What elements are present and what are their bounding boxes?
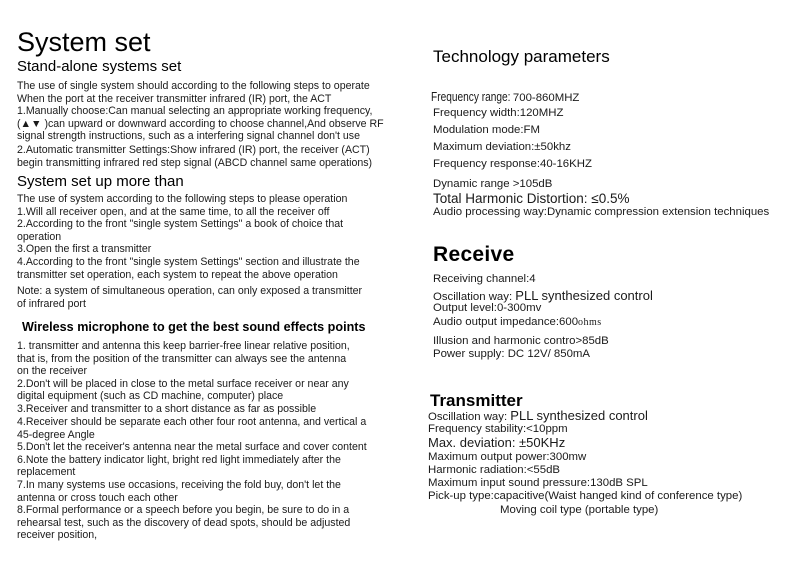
text-line: 45-degree Angle: [17, 428, 95, 441]
standalone-heading: Stand-alone systems set: [17, 58, 182, 75]
text-line: 2.According to the front "single system Settings" a book of choice that: [17, 218, 344, 231]
text-line: Note: a system of simultaneous operation, can only exposed a transmitter: [17, 285, 363, 297]
text-line: When the port at the receiver transmitter infrared (IR) port, the ACT: [17, 92, 332, 105]
standalone-text: [17, 80, 384, 143]
page-title: System set: [17, 27, 151, 57]
text-line: of infrared port: [17, 297, 86, 310]
impedance-unit: ohms: [578, 317, 602, 328]
note-text: [17, 285, 362, 310]
text-line: 8.Formal performance or a speech before you begin, be sure to do in a: [17, 504, 350, 517]
transmitter-heading: Transmitter: [430, 391, 523, 410]
text-line: 4.Receiver should be separate each other four root antenna, and vertical a: [17, 416, 367, 428]
freq-range-label: Frequency range:: [431, 89, 511, 104]
freq-stability: Frequency stability:<10ppm: [428, 423, 568, 435]
text-line: that is, from the position of the transmitter can always see the antenna: [17, 352, 347, 365]
impedance-label: Audio output impedance:600: [433, 316, 579, 328]
text-line: 4.According to the front "single system Settings" section and illustrate the: [17, 255, 360, 268]
text-line: 2.Automatic transmitter Settings:Show infrared (IR) port, the receiver (ACT): [17, 144, 370, 156]
wireless-text-a: [17, 340, 350, 416]
osc-value: PLL synthesized control: [515, 288, 653, 303]
harmonic-radiation: Harmonic radiation:<55dB: [428, 464, 561, 476]
text-line: on the receiver: [17, 365, 88, 378]
osc-label: Oscillation way:: [433, 291, 516, 303]
text-line: digital equipment (such as CD machine, computer) place: [17, 390, 284, 403]
text-line: 6.Note the battery indicator light, bright red light immediately after the: [17, 453, 341, 466]
text-line: 3.Open the first a transmitter: [17, 243, 152, 256]
text-line: The use of system according to the following steps to please operation: [17, 193, 348, 205]
max-output-power: Maximum output power:300mw: [428, 451, 587, 463]
dynamic-range: Dynamic range >105dB: [433, 178, 553, 190]
pickup-type: Pick-up type:capacitive(Waist hanged kind of conference type): [428, 490, 743, 502]
moving-coil-type: Moving coil type (portable type): [500, 504, 659, 516]
auto-settings-text: [17, 144, 372, 169]
text-line: receiver position,: [17, 529, 98, 542]
text-line: 1. transmitter and antenna this keep barrier-free linear relative position,: [17, 340, 350, 352]
text-line: 5.Don't let the receiver's antenna near the metal surface and cover content: [17, 441, 367, 454]
transmitter-oscillation: [428, 408, 648, 423]
output-level: Output level:0-300mv: [433, 302, 542, 314]
osc-value: PLL synthesized control: [510, 408, 648, 423]
max-sound-pressure: Maximum input sound pressure:130dB SPL: [428, 477, 648, 489]
freq-width: Frequency width:120MHZ: [433, 107, 564, 119]
max-deviation: Maximum deviation:±50khz: [433, 141, 571, 153]
output-impedance: [433, 316, 602, 328]
text-line: signal strength instructions, such as a interfering signal channel don't use: [17, 130, 360, 143]
text-line: transmitter set operation, each system to repeat the above operation: [17, 268, 338, 281]
receive-oscillation: [433, 288, 653, 303]
transmitter-max-deviation: Max. deviation: ±50KHz: [428, 435, 566, 450]
modulation: Modulation mode:FM: [433, 124, 540, 136]
more-systems-heading: System set up more than: [17, 173, 184, 190]
text-line: begin transmitting infrared red step signal (ABCD channel same operations): [17, 156, 373, 169]
text-line: (▲▼ )can upward or downward according to choose channel,And observe RF: [17, 117, 384, 130]
text-line: The use of single system should according to the following steps to operate: [17, 80, 370, 92]
text-line: 1.Manually choose:Can manual selecting an appropriate working frequency,: [17, 105, 373, 118]
power-supply: Power supply: DC 12V/ 850mA: [433, 348, 591, 360]
text-line: operation: [17, 230, 62, 243]
wireless-heading: Wireless microphone to get the best sound effects points: [22, 320, 366, 334]
thd: Total Harmonic Distortion: ≤0.5%: [433, 191, 630, 206]
wireless-text-b: [17, 416, 367, 542]
more-systems-text: [17, 193, 360, 281]
illusion-harmonic: Illusion and harmonic contro>85dB: [433, 335, 609, 347]
tech-heading: Technology parameters: [433, 47, 610, 66]
text-line: 1.Will all receiver open, and at the same time, to all the receiver off: [17, 205, 330, 218]
text-line: 2.Don't will be placed in close to the metal surface receiver or near any: [17, 377, 349, 390]
freq-response: Frequency response:40-16KHZ: [433, 158, 592, 170]
text-line: antenna or cross touch each other: [17, 491, 178, 504]
freq-range-value: 700-860MHZ: [512, 92, 580, 104]
text-line: rehearsal test, such as the discovery of dead spots, should be adjusted: [17, 516, 351, 529]
text-line: 3.Receiver and transmitter to a short distance as far as possible: [17, 402, 317, 415]
freq-range: [431, 89, 579, 104]
receive-heading: Receive: [433, 243, 515, 266]
text-line: 7.In many systems use occasions, receiving the fold buy, don't let the: [17, 478, 341, 491]
osc-label: Oscillation way:: [428, 411, 511, 423]
receiving-channel: Receiving channel:4: [433, 273, 536, 285]
text-line: replacement: [17, 466, 76, 479]
audio-processing: Audio processing way:Dynamic compression extension techniques: [433, 206, 770, 218]
